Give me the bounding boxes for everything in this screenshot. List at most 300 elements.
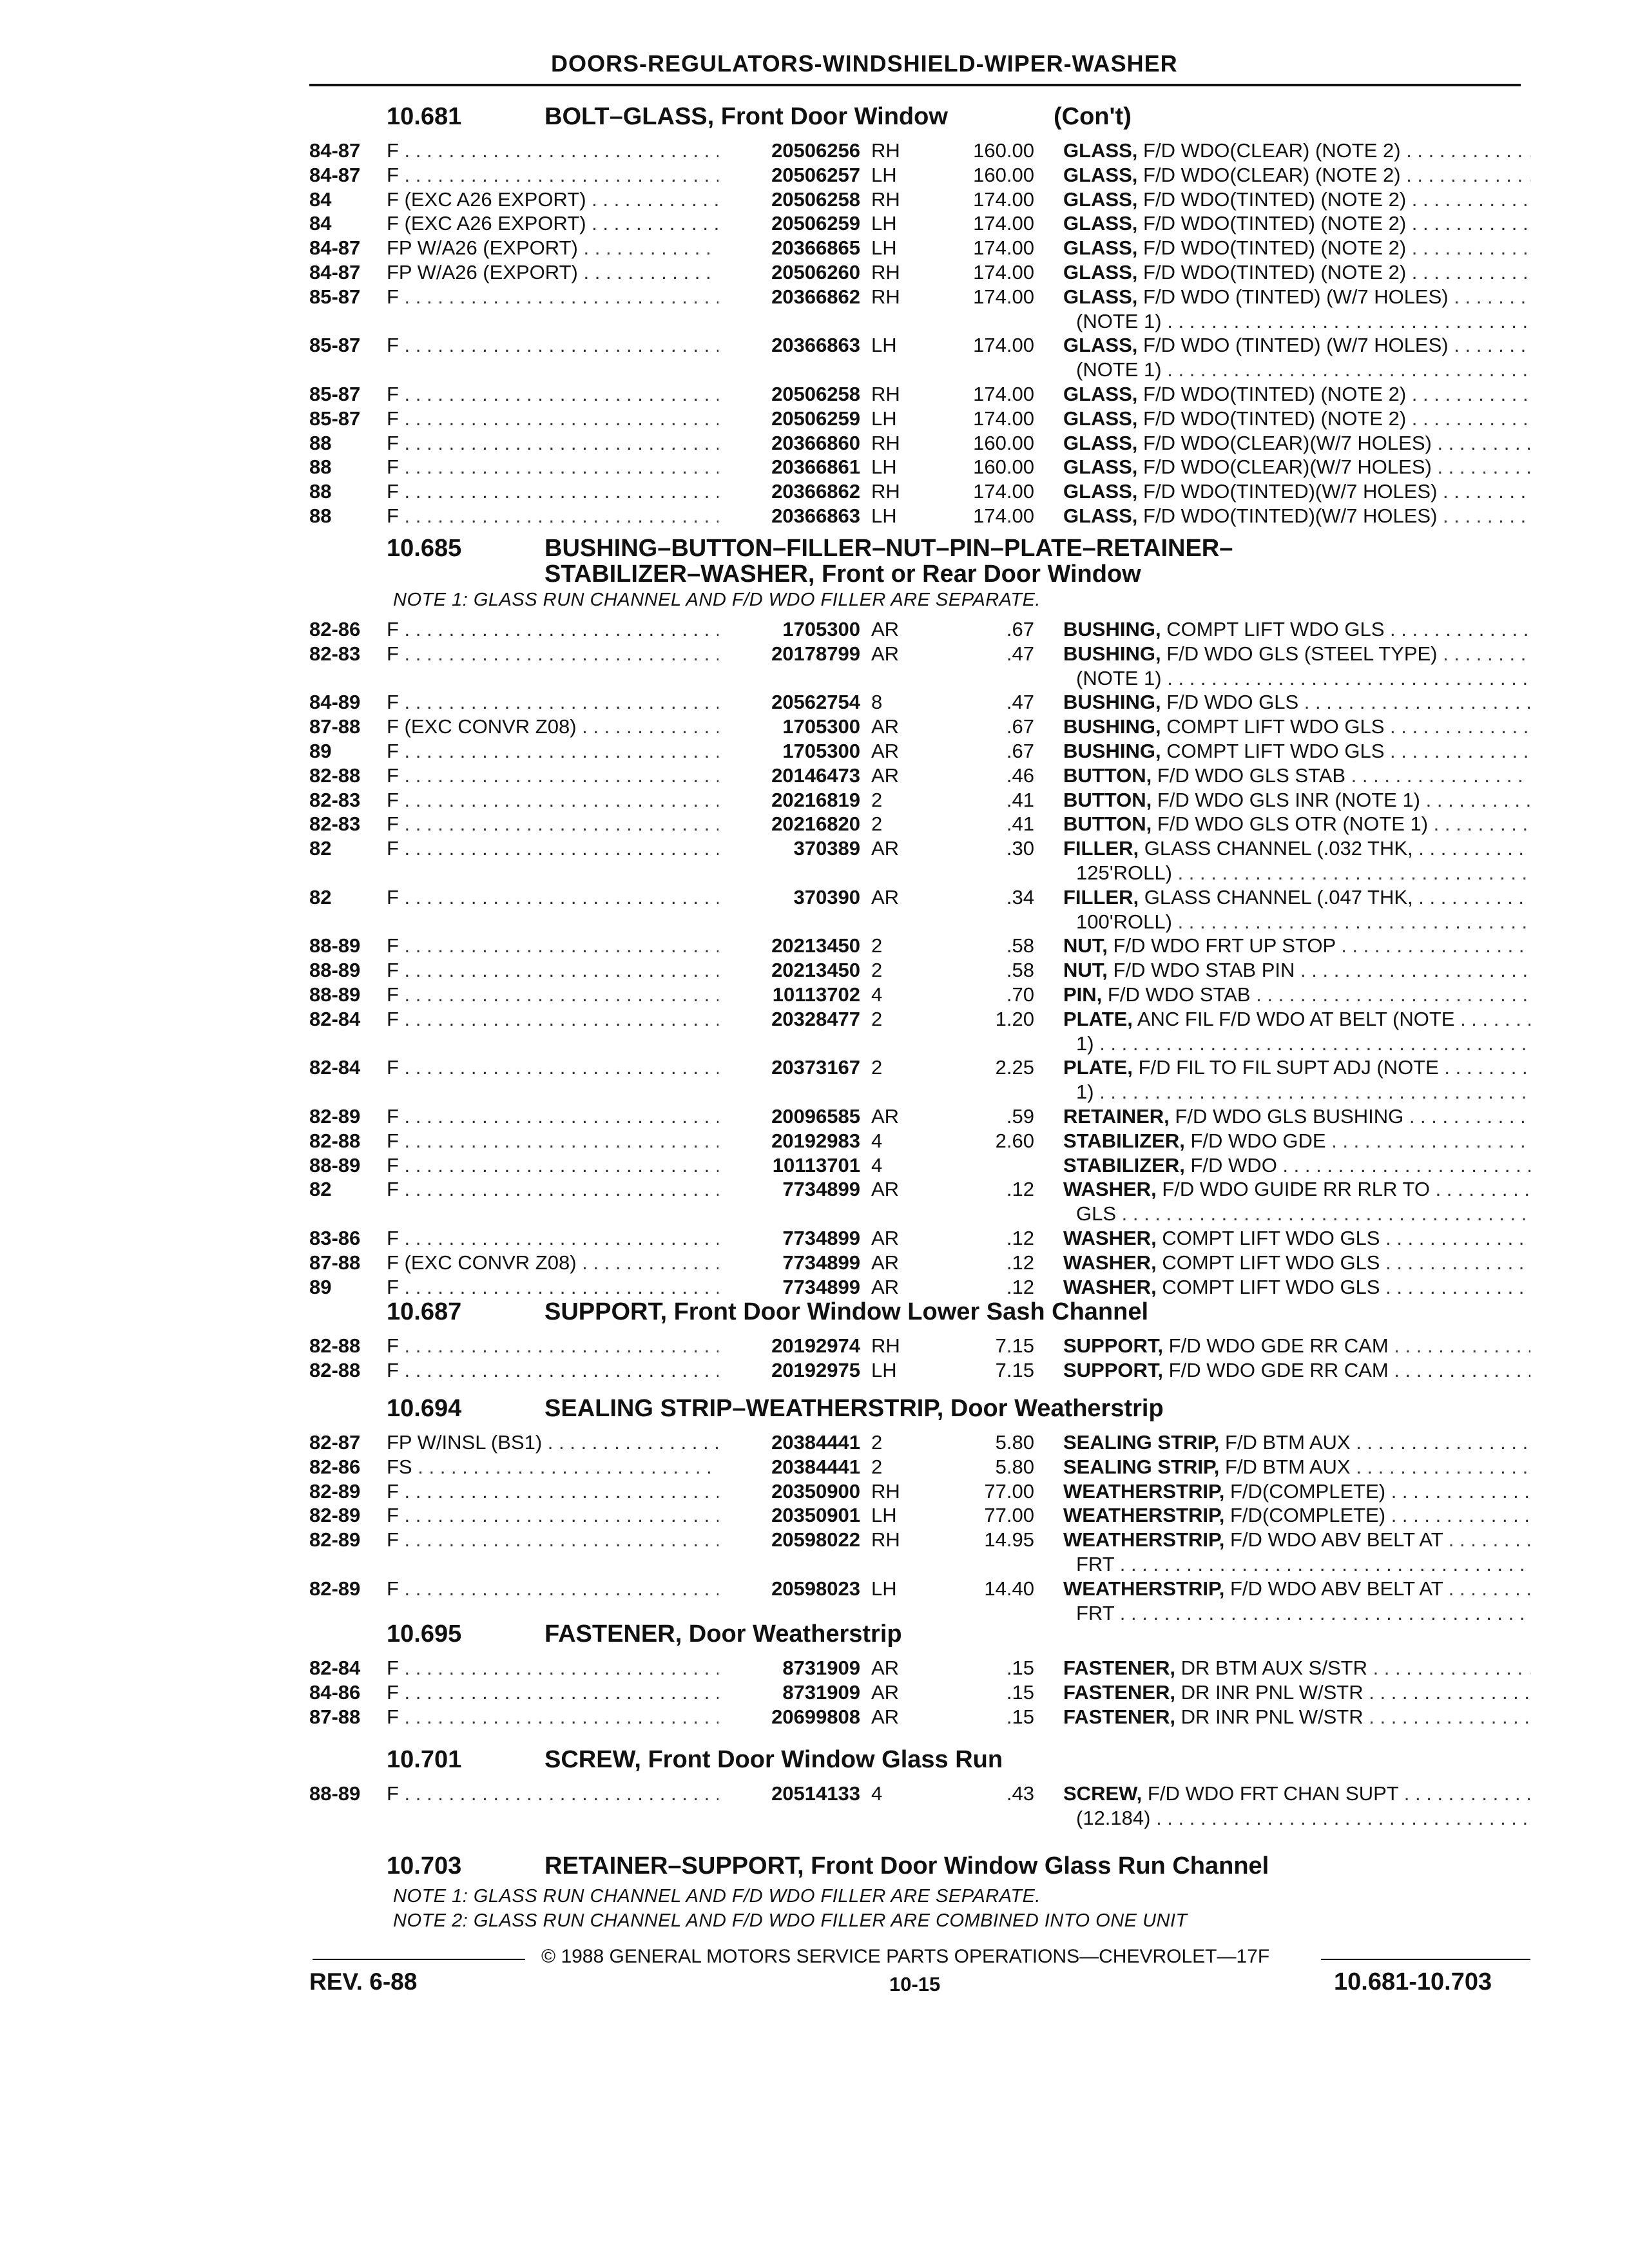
quantity: AR	[871, 1227, 900, 1249]
part-number: 7734899	[782, 1227, 860, 1249]
price: 174.00	[973, 212, 1034, 235]
quantity: RH	[871, 432, 900, 454]
model-years: 82-83	[309, 642, 361, 665]
description-continuation: (NOTE 1) . . .	[1076, 310, 1530, 333]
description	[1063, 1480, 1530, 1503]
footer-page-number: 10-15	[889, 1973, 941, 1995]
part-number: 20562754	[771, 691, 860, 713]
price: 14.95	[984, 1528, 1034, 1551]
model-codes: F (EXC A26 EXPORT) . . .	[387, 188, 718, 211]
description-item: WASHER,	[1063, 1276, 1157, 1298]
description-item: WEATHERSTRIP,	[1063, 1480, 1225, 1503]
price: 5.80	[995, 1456, 1034, 1478]
model-codes: F (EXC CONVR Z08) . . .	[387, 715, 718, 738]
table-row	[0, 212, 1629, 236]
table-row	[0, 164, 1629, 188]
model-codes: F . . .	[387, 642, 718, 666]
price: .67	[1006, 618, 1034, 640]
description	[1063, 285, 1530, 309]
table-row	[0, 1706, 1629, 1730]
table-row-continuation	[0, 1032, 1629, 1057]
model-years: 84-87	[309, 236, 361, 259]
quantity: 2	[871, 1456, 883, 1478]
part-number: 20598023	[771, 1577, 860, 1600]
description-detail: COMPT LIFT WDO GLS	[1166, 740, 1385, 762]
description	[1063, 1504, 1530, 1527]
description-item: FILLER,	[1063, 886, 1139, 908]
model-years: 82-88	[309, 1334, 361, 1357]
table-row	[0, 383, 1629, 407]
description-item: BUSHING,	[1063, 740, 1161, 762]
part-number: 20216819	[771, 789, 860, 811]
table-row	[0, 934, 1629, 959]
description-item: GLASS,	[1063, 432, 1138, 454]
model-codes: F . . .	[387, 1359, 718, 1382]
model-years: 82-88	[309, 764, 361, 787]
price: .70	[1006, 983, 1034, 1006]
price: .59	[1006, 1105, 1034, 1128]
section-number: 10.701	[387, 1746, 462, 1773]
price: .47	[1006, 691, 1034, 713]
description-continuation: 1) . . .	[1076, 1032, 1530, 1055]
part-number: 20366863	[771, 505, 860, 527]
model-codes: F . . .	[387, 959, 718, 982]
model-codes: F . . .	[387, 432, 718, 455]
model-codes: F . . .	[387, 505, 718, 528]
part-number: 20366862	[771, 480, 860, 503]
model-years: 89	[309, 740, 332, 762]
price: 77.00	[984, 1504, 1034, 1526]
description-detail: F/D WDO(CLEAR)(W/7 HOLES)	[1143, 432, 1432, 454]
description-item: GLASS,	[1063, 212, 1138, 235]
table-row	[0, 1528, 1629, 1553]
price: 174.00	[973, 407, 1034, 430]
quantity: 4	[871, 983, 883, 1006]
description-detail: DR INR PNL W/STR	[1181, 1706, 1364, 1728]
table-row	[0, 1577, 1629, 1602]
description-item: GLASS,	[1063, 407, 1138, 430]
model-years: 82	[309, 837, 332, 860]
table-row	[0, 1276, 1629, 1300]
description-item: FASTENER,	[1063, 1706, 1175, 1728]
description-detail: F/D(COMPLETE)	[1229, 1504, 1386, 1526]
description-continuation: 1) . . .	[1076, 1081, 1530, 1104]
description-detail: F/D WDO ABV BELT AT	[1229, 1577, 1443, 1600]
model-years: 82-88	[309, 1129, 361, 1152]
description-continuation: FRT . . .	[1076, 1553, 1530, 1576]
table-row-continuation	[0, 861, 1629, 886]
description-detail: COMPT LIFT WDO GLS	[1166, 715, 1385, 738]
price: .12	[1006, 1251, 1034, 1274]
table-row	[0, 188, 1629, 213]
table-row	[0, 740, 1629, 764]
description-item: WASHER,	[1063, 1227, 1157, 1249]
price: 174.00	[973, 334, 1034, 356]
model-codes: FP W/A26 (EXPORT) . . .	[387, 261, 718, 284]
quantity: 2	[871, 1008, 883, 1030]
quantity: AR	[871, 1657, 900, 1679]
description	[1063, 1456, 1530, 1479]
model-years: 88	[309, 480, 332, 503]
model-codes: F . . .	[387, 1681, 718, 1704]
quantity: 2	[871, 1431, 883, 1454]
description-detail: F/D WDO(CLEAR)(W/7 HOLES)	[1143, 456, 1432, 478]
description-item: RETAINER,	[1063, 1105, 1170, 1128]
description-detail: F/D BTM AUX	[1224, 1456, 1351, 1478]
part-number: 20213450	[771, 934, 860, 957]
quantity: 2	[871, 789, 883, 811]
table-row-continuation	[0, 310, 1629, 334]
model-codes: F . . .	[387, 983, 718, 1006]
description-item: GLASS,	[1063, 139, 1138, 162]
model-years: 82	[309, 1178, 332, 1200]
table-row	[0, 837, 1629, 861]
quantity: AR	[871, 740, 900, 762]
quantity: RH	[871, 188, 900, 211]
description-item: SUPPORT,	[1063, 1334, 1164, 1357]
price: 14.40	[984, 1577, 1034, 1600]
table-row	[0, 715, 1629, 740]
description	[1063, 1178, 1530, 1201]
part-number: 20384441	[771, 1456, 860, 1478]
table-row	[0, 1431, 1629, 1456]
description-item: WEATHERSTRIP,	[1063, 1577, 1225, 1600]
description-continuation: (NOTE 1) . . .	[1076, 358, 1530, 381]
section-number: 10.694	[387, 1395, 462, 1422]
section-heading	[0, 1620, 1629, 1651]
price: .58	[1006, 959, 1034, 981]
description-item: SEALING STRIP,	[1063, 1431, 1220, 1454]
model-codes: F . . .	[387, 383, 718, 406]
description-detail: F/D WDO	[1190, 1154, 1277, 1177]
price: .12	[1006, 1276, 1034, 1298]
description	[1063, 789, 1530, 812]
model-years: 84	[309, 188, 332, 211]
quantity: AR	[871, 886, 900, 908]
table-row-continuation	[0, 667, 1629, 691]
table-row	[0, 812, 1629, 837]
part-number: 7734899	[782, 1251, 860, 1274]
description-item: WASHER,	[1063, 1178, 1157, 1200]
part-number: 20366863	[771, 334, 860, 356]
price: 174.00	[973, 383, 1034, 405]
page-header-title: DOORS-REGULATORS-WINDSHIELD-WIPER-WASHER	[551, 50, 1178, 77]
model-years: 85-87	[309, 285, 361, 308]
description-item: WEATHERSTRIP,	[1063, 1528, 1225, 1551]
description-detail: F/D WDO(TINTED) (NOTE 2)	[1143, 407, 1407, 430]
description	[1063, 1056, 1530, 1079]
model-codes: F . . .	[387, 789, 718, 812]
description	[1063, 164, 1530, 187]
description-detail: F/D WDO (TINTED) (W/7 HOLES)	[1143, 334, 1449, 356]
model-years: 82-89	[309, 1480, 361, 1503]
part-number: 7734899	[782, 1276, 860, 1298]
price: .30	[1006, 837, 1034, 860]
model-codes: F . . .	[387, 1334, 718, 1358]
table-row	[0, 1178, 1629, 1202]
description	[1063, 139, 1530, 162]
part-number: 1705300	[782, 618, 860, 640]
price: 174.00	[973, 261, 1034, 284]
part-number: 20506259	[771, 212, 860, 235]
table-row	[0, 236, 1629, 261]
table-row	[0, 139, 1629, 164]
description-item: STABILIZER,	[1063, 1154, 1185, 1177]
model-codes: F . . .	[387, 934, 718, 957]
quantity: LH	[871, 456, 897, 478]
description-item: SCREW,	[1063, 1782, 1142, 1805]
part-number: 20699808	[771, 1706, 860, 1728]
model-codes: F . . .	[387, 1504, 718, 1527]
quantity: LH	[871, 212, 897, 235]
part-number: 20366865	[771, 236, 860, 259]
description	[1063, 188, 1530, 211]
description-detail: DR INR PNL W/STR	[1181, 1681, 1364, 1704]
quantity: RH	[871, 1528, 900, 1551]
description-item: GLASS,	[1063, 383, 1138, 405]
part-number: 20328477	[771, 1008, 860, 1030]
table-row	[0, 789, 1629, 813]
section-title: SCREW, Front Door Window Glass Run	[545, 1746, 1003, 1773]
description-detail: F/D WDO(CLEAR) (NOTE 2)	[1143, 139, 1401, 162]
description-item: STABILIZER,	[1063, 1129, 1185, 1152]
quantity: AR	[871, 1681, 900, 1704]
description-detail: DR BTM AUX S/STR	[1181, 1657, 1367, 1679]
model-years: 82-83	[309, 812, 361, 835]
part-number: 370390	[793, 886, 860, 908]
description-detail: COMPT LIFT WDO GLS	[1162, 1227, 1380, 1249]
table-row	[0, 983, 1629, 1008]
table-row	[0, 1480, 1629, 1504]
part-number: 20192974	[771, 1334, 860, 1357]
model-years: 84-87	[309, 261, 361, 284]
model-years: 88	[309, 456, 332, 478]
description-item: NUT,	[1063, 934, 1108, 957]
model-codes: F . . .	[387, 1178, 718, 1201]
table-row	[0, 886, 1629, 910]
description-detail: COMPT LIFT WDO GLS	[1162, 1251, 1380, 1274]
model-years: 82	[309, 886, 332, 908]
description-item: NUT,	[1063, 959, 1108, 981]
table-row	[0, 432, 1629, 456]
part-number: 20350900	[771, 1480, 860, 1503]
description	[1063, 1681, 1530, 1704]
part-number: 20506259	[771, 407, 860, 430]
model-years: 82-86	[309, 1456, 361, 1478]
description	[1063, 1782, 1530, 1805]
part-number: 370389	[793, 837, 860, 860]
part-number: 20366861	[771, 456, 860, 478]
part-number: 20514133	[771, 1782, 860, 1805]
part-number: 20178799	[771, 642, 860, 665]
model-years: 82-84	[309, 1056, 361, 1079]
description	[1063, 1706, 1530, 1729]
section-number: 10.695	[387, 1620, 462, 1648]
description-detail: F/D WDO STAB	[1107, 983, 1251, 1006]
quantity: RH	[871, 285, 900, 308]
model-codes: F . . .	[387, 740, 718, 763]
model-codes: F . . .	[387, 764, 718, 787]
description	[1063, 261, 1530, 284]
description-detail: GLASS CHANNEL (.047 THK,	[1144, 886, 1413, 908]
price: .67	[1006, 715, 1034, 738]
price: .46	[1006, 764, 1034, 787]
description	[1063, 934, 1530, 957]
description	[1063, 1334, 1530, 1358]
description	[1063, 764, 1530, 787]
table-row	[0, 505, 1629, 529]
quantity: RH	[871, 261, 900, 284]
table-row	[0, 1657, 1629, 1681]
description-detail: F/D WDO(CLEAR) (NOTE 2)	[1143, 164, 1401, 186]
model-codes: F . . .	[387, 1706, 718, 1729]
model-years: 82-89	[309, 1528, 361, 1551]
section-title: SEALING STRIP–WEATHERSTRIP, Door Weatherstrip	[545, 1395, 1164, 1422]
price: 160.00	[973, 432, 1034, 454]
price: .15	[1006, 1706, 1034, 1728]
price: 7.15	[995, 1359, 1034, 1381]
description	[1063, 715, 1530, 738]
model-codes: F . . .	[387, 1008, 718, 1031]
description	[1063, 740, 1530, 763]
price: .34	[1006, 886, 1034, 908]
description-detail: COMPT LIFT WDO GLS	[1162, 1276, 1380, 1298]
model-codes: F . . .	[387, 1129, 718, 1153]
price: .41	[1006, 789, 1034, 811]
description-detail: F/D WDO GLS STAB	[1157, 764, 1346, 787]
model-years: 85-87	[309, 383, 361, 405]
price: .67	[1006, 740, 1034, 762]
description-detail: F/D WDO STAB PIN	[1113, 959, 1295, 981]
quantity: 4	[871, 1154, 883, 1177]
description-detail: F/D FIL TO FIL SUPT ADJ (NOTE	[1138, 1056, 1439, 1079]
description-detail: COMPT LIFT WDO GLS	[1166, 618, 1385, 640]
description-detail: GLASS CHANNEL (.032 THK,	[1144, 837, 1413, 860]
part-number: 20350901	[771, 1504, 860, 1526]
description-detail: F/D WDO(TINTED)(W/7 HOLES)	[1143, 505, 1438, 527]
description	[1063, 1105, 1530, 1128]
quantity: AR	[871, 1251, 900, 1274]
description	[1063, 1227, 1530, 1250]
quantity: AR	[871, 1706, 900, 1728]
description-item: GLASS,	[1063, 480, 1138, 503]
price: 160.00	[973, 456, 1034, 478]
footer-section-range: 10.681-10.703	[1334, 1968, 1492, 1995]
quantity: LH	[871, 1359, 897, 1381]
part-number: 7734899	[782, 1178, 860, 1200]
description-detail: F/D WDO FRT UP STOP	[1113, 934, 1336, 957]
description-continuation: GLS . . .	[1076, 1202, 1530, 1225]
model-years: 88-89	[309, 934, 361, 957]
description	[1063, 1577, 1530, 1600]
table-row	[0, 764, 1629, 789]
description-detail: F/D WDO(TINTED) (NOTE 2)	[1143, 261, 1407, 284]
part-number: 20096585	[771, 1105, 860, 1128]
table-row	[0, 1456, 1629, 1480]
section-heading	[0, 1395, 1629, 1426]
description	[1063, 1359, 1530, 1382]
model-years: 82-89	[309, 1105, 361, 1128]
part-number: 20146473	[771, 764, 860, 787]
price: .12	[1006, 1227, 1034, 1249]
description-continuation: 100'ROLL) . . .	[1076, 910, 1530, 934]
description-item: BUSHING,	[1063, 642, 1161, 665]
section-title: BUSHING–BUTTON–FILLER–NUT–PIN–PLATE–RETAINER–	[545, 535, 1233, 562]
model-years: 89	[309, 1276, 332, 1298]
model-years: 83-86	[309, 1227, 361, 1249]
model-codes: F . . .	[387, 837, 718, 860]
description-item: GLASS,	[1063, 456, 1138, 478]
model-codes: FP W/INSL (BS1) . . .	[387, 1431, 718, 1454]
part-number: 20506260	[771, 261, 860, 284]
description	[1063, 456, 1530, 479]
description-continuation: FRT . . .	[1076, 1602, 1530, 1625]
description	[1063, 1528, 1530, 1552]
model-years: 82-83	[309, 789, 361, 811]
price: .47	[1006, 642, 1034, 665]
table-row	[0, 1334, 1629, 1359]
description-item: GLASS,	[1063, 334, 1138, 356]
description	[1063, 1129, 1530, 1153]
table-row	[0, 1251, 1629, 1276]
quantity: LH	[871, 1577, 897, 1600]
model-codes: F . . .	[387, 334, 718, 357]
model-codes: FS . . .	[387, 1456, 718, 1479]
description-continuation: (NOTE 1) . . .	[1076, 667, 1530, 690]
quantity: LH	[871, 236, 897, 259]
quantity: AR	[871, 642, 900, 665]
description-item: PIN,	[1063, 983, 1103, 1006]
description-detail: F/D WDO(TINTED) (NOTE 2)	[1143, 212, 1407, 235]
description-continuation: (12.184) . . .	[1076, 1807, 1530, 1830]
description-detail: F/D WDO FRT CHAN SUPT	[1147, 1782, 1399, 1805]
price: .41	[1006, 812, 1034, 835]
table-row	[0, 1782, 1629, 1807]
description-continuation: 125'ROLL) . . .	[1076, 861, 1530, 885]
model-codes: F (EXC A26 EXPORT) . . .	[387, 212, 718, 235]
section-heading	[0, 535, 1629, 588]
description-detail: F/D WDO GLS OTR (NOTE 1)	[1157, 812, 1429, 835]
model-codes: F . . .	[387, 618, 718, 641]
description	[1063, 1276, 1530, 1299]
description	[1063, 1657, 1530, 1680]
part-number: 20506257	[771, 164, 860, 186]
header-rule	[309, 84, 1521, 86]
model-codes: F . . .	[387, 1528, 718, 1552]
quantity: AR	[871, 715, 900, 738]
quantity: AR	[871, 1178, 900, 1200]
description	[1063, 1431, 1530, 1454]
price: .43	[1006, 1782, 1034, 1805]
price: 2.60	[995, 1129, 1034, 1152]
quantity: 4	[871, 1782, 883, 1805]
model-years: 88-89	[309, 983, 361, 1006]
footer-copyright: © 1988 GENERAL MOTORS SERVICE PARTS OPERATIONS—CHEVROLET—17F	[541, 1946, 1270, 1967]
description-detail: F/D WDO GLS (STEEL TYPE)	[1166, 642, 1438, 665]
table-row	[0, 1105, 1629, 1129]
description-item: PLATE,	[1063, 1008, 1133, 1030]
part-number: 20506258	[771, 188, 860, 211]
part-number: 20373167	[771, 1056, 860, 1079]
section-title: RETAINER–SUPPORT, Front Door Window Glass Run Channel	[545, 1852, 1269, 1879]
description	[1063, 407, 1530, 430]
model-years: 82-89	[309, 1504, 361, 1526]
description	[1063, 383, 1530, 406]
model-years: 82-87	[309, 1431, 361, 1454]
description-item: WASHER,	[1063, 1251, 1157, 1274]
price: 174.00	[973, 188, 1034, 211]
model-codes: F . . .	[387, 139, 718, 162]
